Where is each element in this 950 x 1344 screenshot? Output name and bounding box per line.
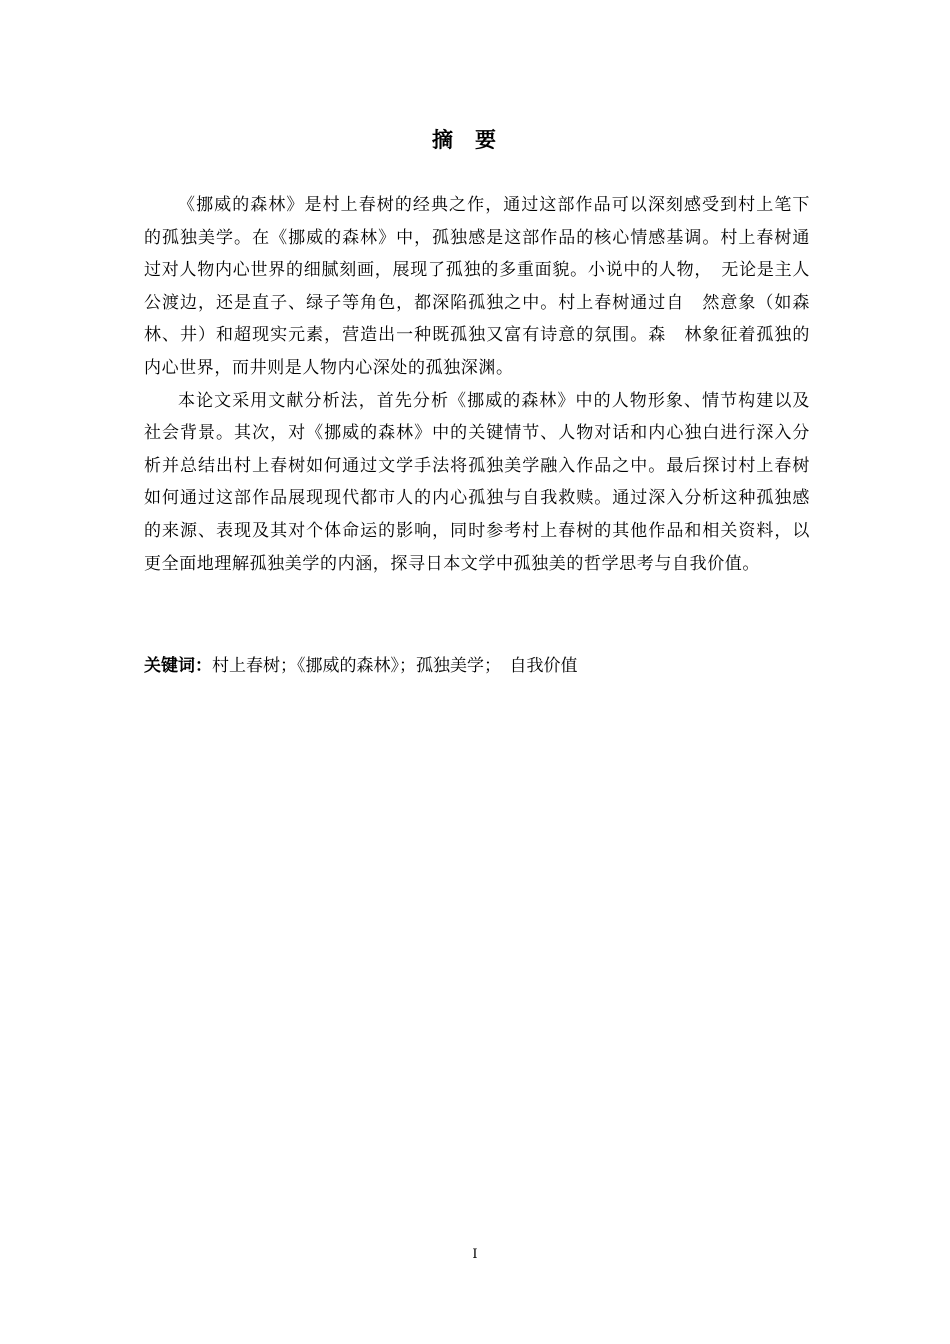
abstract-body — [144, 189, 810, 580]
keywords-value: 村上春树；《挪威的森林》；孤独美学； 自我价值 — [212, 656, 578, 676]
abstract-paragraph-2: 本论文采用文献分析法，首先分析《挪威的森林》中的人物形象、情节构建以及社会背景。其次，对《挪威的森林》中的关键情节、人物对话和内心独白进行深入分析并总结出村上春树如何通过文学手法将孤独美学融入作品之中。最后探讨村上春树如何通过这部作品展现现代都市人的内心孤独与自我救赎。通过深入分析这种孤独感的来源、表现及其对个体命运的影响，同时参考村上春树的其他作品和相关资料，以更全面地理解孤独美学的内涵，探寻日本文学中孤独美的哲学思考与自我价值。 — [144, 390, 810, 574]
page-number: I — [472, 1247, 478, 1262]
keywords-label: 关键词： — [144, 656, 212, 676]
page-title: 摘要 — [432, 128, 518, 152]
keywords-line — [144, 650, 810, 682]
abstract-paragraph-1: 《挪威的森林》是村上春树的经典之作，通过这部作品可以深刻感受到村上笔下的孤独美学。在《挪威的森林》中，孤独感是这部作品的核心情感基调。村上春树通过对人物内心世界的细腻刻画，展现了孤独的多重面貌。小说中的人物， 无论是主人公渡边，还是直子、绿子等角色，都深陷孤独之中。村上春树通过自 然意象（如森林、井）和超现实元素，营造出一种既孤独又富有诗意的氛围。森 林象征着孤独的内心世界，而井则是人物内心深处的孤独深渊。 — [144, 195, 810, 378]
